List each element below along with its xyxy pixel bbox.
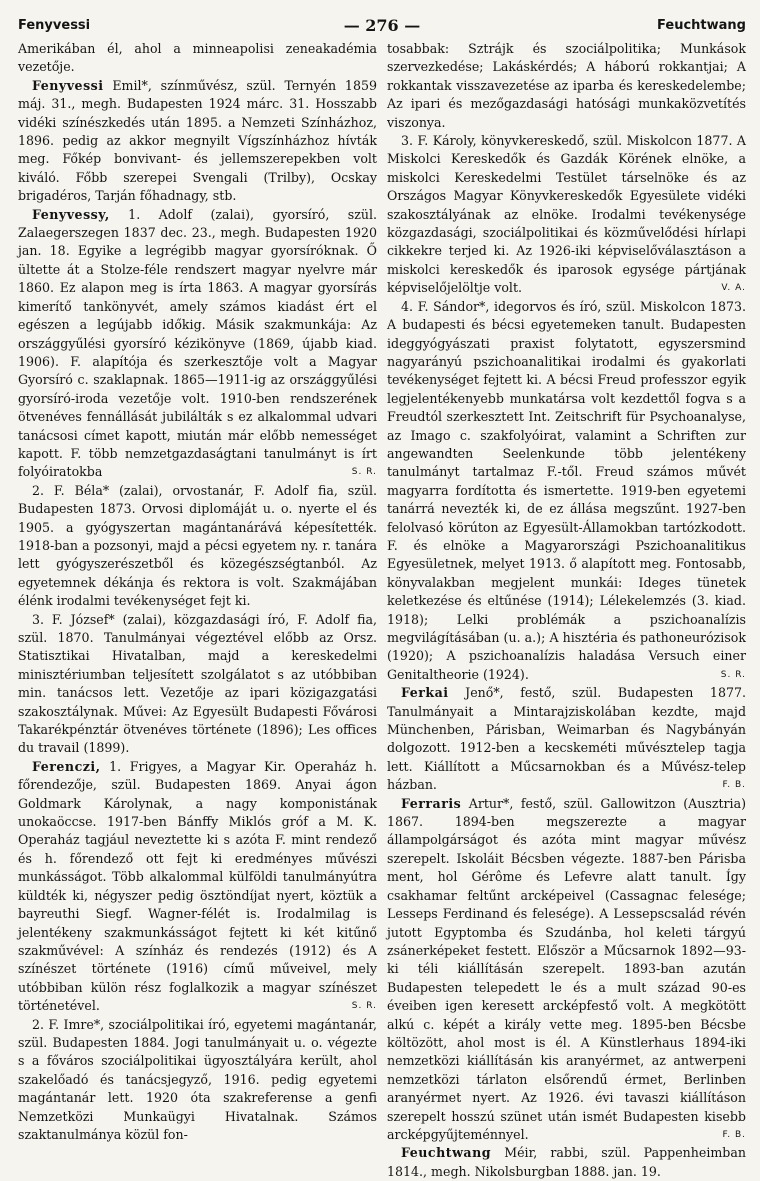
lexicon-entry <box>18 758 377 1016</box>
continued-paragraph <box>18 40 377 77</box>
entry-headword: Ferraris <box>401 795 462 811</box>
entry-headword: Feuchtwang <box>401 1145 492 1161</box>
entry-headword: Ferenczi, <box>32 758 101 774</box>
sub-entry <box>18 1016 377 1145</box>
sub-entry <box>387 132 746 298</box>
lexicon-entry <box>387 1144 746 1181</box>
entry-text: 3. F. Károly, könyvkereskedő, szül. Miskolcon 1877. A Miskolci Kereskedők és Gazdák Körének elnöke, a miskolci Kereskedelmi Testület társelnöke és az Országos Magyar Könyvkereskedők Egyesülete vidéki szakosztályának az elnöke. Irodalmi tevékenysége közgazdasági, szociálpolitikai és közművelődési hírlapi cikkekre terjed ki. Az 1926-iki képviselőválasztáson a miskolci kereskedők és iparosok egysége pártjának képviselőjelöltje volt. <box>387 133 746 296</box>
lexicon-entry <box>387 684 746 794</box>
entry-text: 3. F. József* (zalai), közgazdasági író, F. Adolf fia, szül. 1870. Tanulmányai végeztével előbb az Orsz. Statisztikai Hivatalban, majd a kereskedelmi minisztériumban teljesített szolgálatot s az utóbbiban min. tanácsos lett. Vezetője az ipari közigazgatási szakosztálynak. Művei: Az Egyesült Budapesti Fővárosi Takarékpénztár ötvenéves története (1896); Les offices du travail (1899). <box>18 611 377 756</box>
text-columns <box>18 40 746 1181</box>
page-header <box>18 14 746 40</box>
right-column <box>387 40 746 1181</box>
entry-text: Amerikában él, ahol a minneapolisi zeneakadémia vezetője. <box>18 41 377 75</box>
author-signature: F. B. <box>722 780 746 791</box>
entry-headword: Ferkai <box>401 685 449 701</box>
left-column <box>18 40 377 1181</box>
entry-text: Artur*, festő, szül. Gallowitzon (Ausztria) 1867. 1894-ben megszerezte a magyar állampolgárságot és azóta mint magyar művész szerepelt. Iskoláit Bécsben végezte. 1887-ben Párisba ment, hol Gérôme és Lefevre alatt tanult. Így csakhamar feltűnt arcképeivel (Cassagnac felesége; Lesseps Ferdinand és felesége). A Lessepscsalád révén jutott Egyptomba és Szudánba, hol keleti tárgyú zsánerképeket festett. Először a Műcsarnok 1892—93-ki téli kiállításán szerepelt. 1893-ban azután Budapesten telepedett le és a mult század 90-es éveiben igen keresett arcképfestő volt. A megkötött alkú c. képét a király vette meg. 1895-ben Bécsbe költözött, ahol most is él. A Künstlerhaus 1894-iki nemzetközi kiállításán kis aranyérmet, az antwerpeni nemzetközi tárlaton elsőrendű érmet, Berlinben aranyérmet nyert. Az 1926. évi tavaszi kiállításon szerepelt hosszú szünet után ismét Budapesten kisebb arcképgyűjteménnyel. <box>387 795 746 1142</box>
author-signature: S. R. <box>351 467 377 478</box>
lexicon-entry <box>18 77 377 206</box>
running-head-right: Feuchtwang <box>657 18 746 33</box>
lexicon-entry <box>18 206 377 482</box>
entry-text: 1. Adolf (zalai), gyorsíró, szül. Zalaegerszegen 1837 dec. 23., megh. Budapesten 1920 jan. 18. Egyike a legrégibb magyar gyorsíróknak. Ő ültette át a Stolze-féle rendszert magyar nyelvre már 1860. Ez alapon meg is írta 1863. A magyar gyorsírás kimerítő tankönyvét, amely számos kiadást ért el egészen a legújabb időkig. Másik szakmunkája: Az országgyűlési gyorsíró kézikönyve (1869, újabb kiad. 1906). F. alapítója és szerkesztője volt a Magyar Gyorsíró c. szaklapnak. 1865—1911-ig az országgyűlési gyorsíró-iroda vezetője volt. 1910-ben rendszerének ötvenéves fennállását jubilálták s ez alkalommal udvari tanácsosi címet kapott, miután már előbb nemességet kapott. F. több nemzetgazdaságtani tanulmányt is írt folyóiratokba <box>18 206 377 480</box>
running-head-left: Fenyvessi <box>18 18 91 33</box>
entry-text: 2. F. Imre*, szociálpolitikai író, egyetemi magántanár, szül. Budapesten 1884. Jogi tanulmányait u. o. végezte s a főváros szociálpolitikai ügyosztályára került, ahol szakelőadó és tanácsjegyző, 1916. pedig egyetemi magántanár lett. 1920 óta szakreferense a genfi Nemzetközi Munkaügyi Hivatalnak. Számos szaktanulmánya közül fon- <box>18 1016 377 1142</box>
author-signature: S. R. <box>351 1001 377 1012</box>
sub-entry <box>18 611 377 758</box>
entry-text: Méir, rabbi, szül. Pappenheimban 1814., megh. Nikolsburgban 1888. jan. 19. <box>387 1145 746 1179</box>
entry-text: 4. F. Sándor*, idegorvos és író, szül. Miskolcon 1873. A budapesti és bécsi egyetemeken tanult. Budapesten ideggyógyászati praxist folytatott, egyszersmind nagyarányú pszichoanalitikai irodalmi és gyakorlati tevékenységet fejtett ki. A bécsi Freud professzor egyik legjelentékenyebb munkatársa volt kezdettől fogva s a Freudtól szerkesztett Int. Zeitschrift für Psychoanalyse, az Imago c. szakfolyóirat, valamint a Schriften zur angewandten Seelenkunde több jelentékeny tanulmányt tartalmaz F.-től. Freud számos művét magyarra fordította és ismertette. 1919-ben egyetemi tanárrá nevezték ki, de ez állása megszűnt. 1927-ben felolvasó körúton az Egyesült-Államokban tartózkodott. F. és elnöke a Magyarországi Pszichoanalitikus Egyesületnek, melyet 1913. ő alapított meg. Fontosabb, könyvalakban megjelent munkái: Ideges tünetek keletkezése és eltűnése (1914); Lélekelemzés (3. kiad. 1918); Lelki problémák a pszichoanalízis megvilágításában (u. a.); A hisztéria és pathoneurózisok (1920); A pszichoanalízis haladása Versuch einer Genitaltheorie (1924). <box>387 298 746 682</box>
entry-text: 1. Frigyes, a Magyar Kir. Operaház h. főrendezője, szül. Budapesten 1869. Anyai ágon Goldmark Károlynak, a nagy komponistának unokaöccse. 1917-ben Bánffy Miklós gróf a M. K. Operaház tagjául neveztette ki s azóta F. mint rendező és h. főrendező ott fejt ki eredményes művészi munkásságot. Több alkalommal külföldi tanulmányútra küldték ki, négyszer pedig ösztöndíjat nyert, köztük a bayreuthi Siegf. Wagner-félét is. Irodalmilag is jelentékeny szakmunkásságot fejtett ki két kitűnő szakművével: A színház és rendezés (1912) és A színészet története (1916) című műveivel, mely utóbbiban külön rész foglalkozik a magyar színészet történetével. <box>18 758 377 1014</box>
entry-text: Jenő*, festő, szül. Budapesten 1877. Tanulmányait a Mintarajziskolában kezdte, majd Münchenben, Párisban, Weimarban és Nagybányán dolgozott. 1912-ben a kecskeméti művésztelep tagja lett. Kiállított a Műcsarnokban és a Művész-telep házban. <box>387 685 746 793</box>
entry-headword: Fenyvessy, <box>32 206 110 222</box>
lexicon-entry <box>387 795 746 1145</box>
entry-text: tosabbak: Sztrájk és szociálpolitika; Munkások szervezkedése; Lakáskérdés; A háború rokkantjai; A rokkantak visszavezetése az iparba és kereskedelembe; Az ipari és mezőgazdasági hatósági munkaközvetítés viszonya. <box>387 41 746 130</box>
author-signature: S. R. <box>720 669 746 680</box>
sub-entry <box>387 298 746 685</box>
page-number: — 276 — <box>343 16 421 35</box>
continued-paragraph <box>387 40 746 132</box>
entry-headword: Fenyvessi <box>32 77 104 93</box>
sub-entry <box>18 482 377 611</box>
entry-text: 2. F. Béla* (zalai), orvostanár, F. Adolf fia, szül. Budapesten 1873. Orvosi diplomáját u. o. nyerte el és 1905. a gyógyszertan magántanárává képesítették. 1918-ban a pozsonyi, majd a pécsi egyetem ny. r. tanára lett gyógyszerészetből és közegészségtanból. Az egyetemnek dékánja és rektora is volt. Szakmájában élénk irodalmi tevékenységet fejt ki. <box>18 482 377 609</box>
author-signature: V. A. <box>721 283 746 294</box>
entry-text: Emil*, színművész, szül. Ternyén 1859 máj. 31., megh. Budapesten 1924 márc. 31. Hosszabb vidéki színészkedés után 1895. a Nemzeti Színházhoz, 1896. pedig az akkor megnyilt Vígszínházhoz hívták meg. Főkép bonvivant- és jellemszerepekben volt kiváló. Főbb szerepei Svengali (Trilby), Ocskay brigadéros, Tarján főhadnagy, stb. <box>18 77 377 204</box>
author-signature: F. B. <box>722 1129 746 1140</box>
